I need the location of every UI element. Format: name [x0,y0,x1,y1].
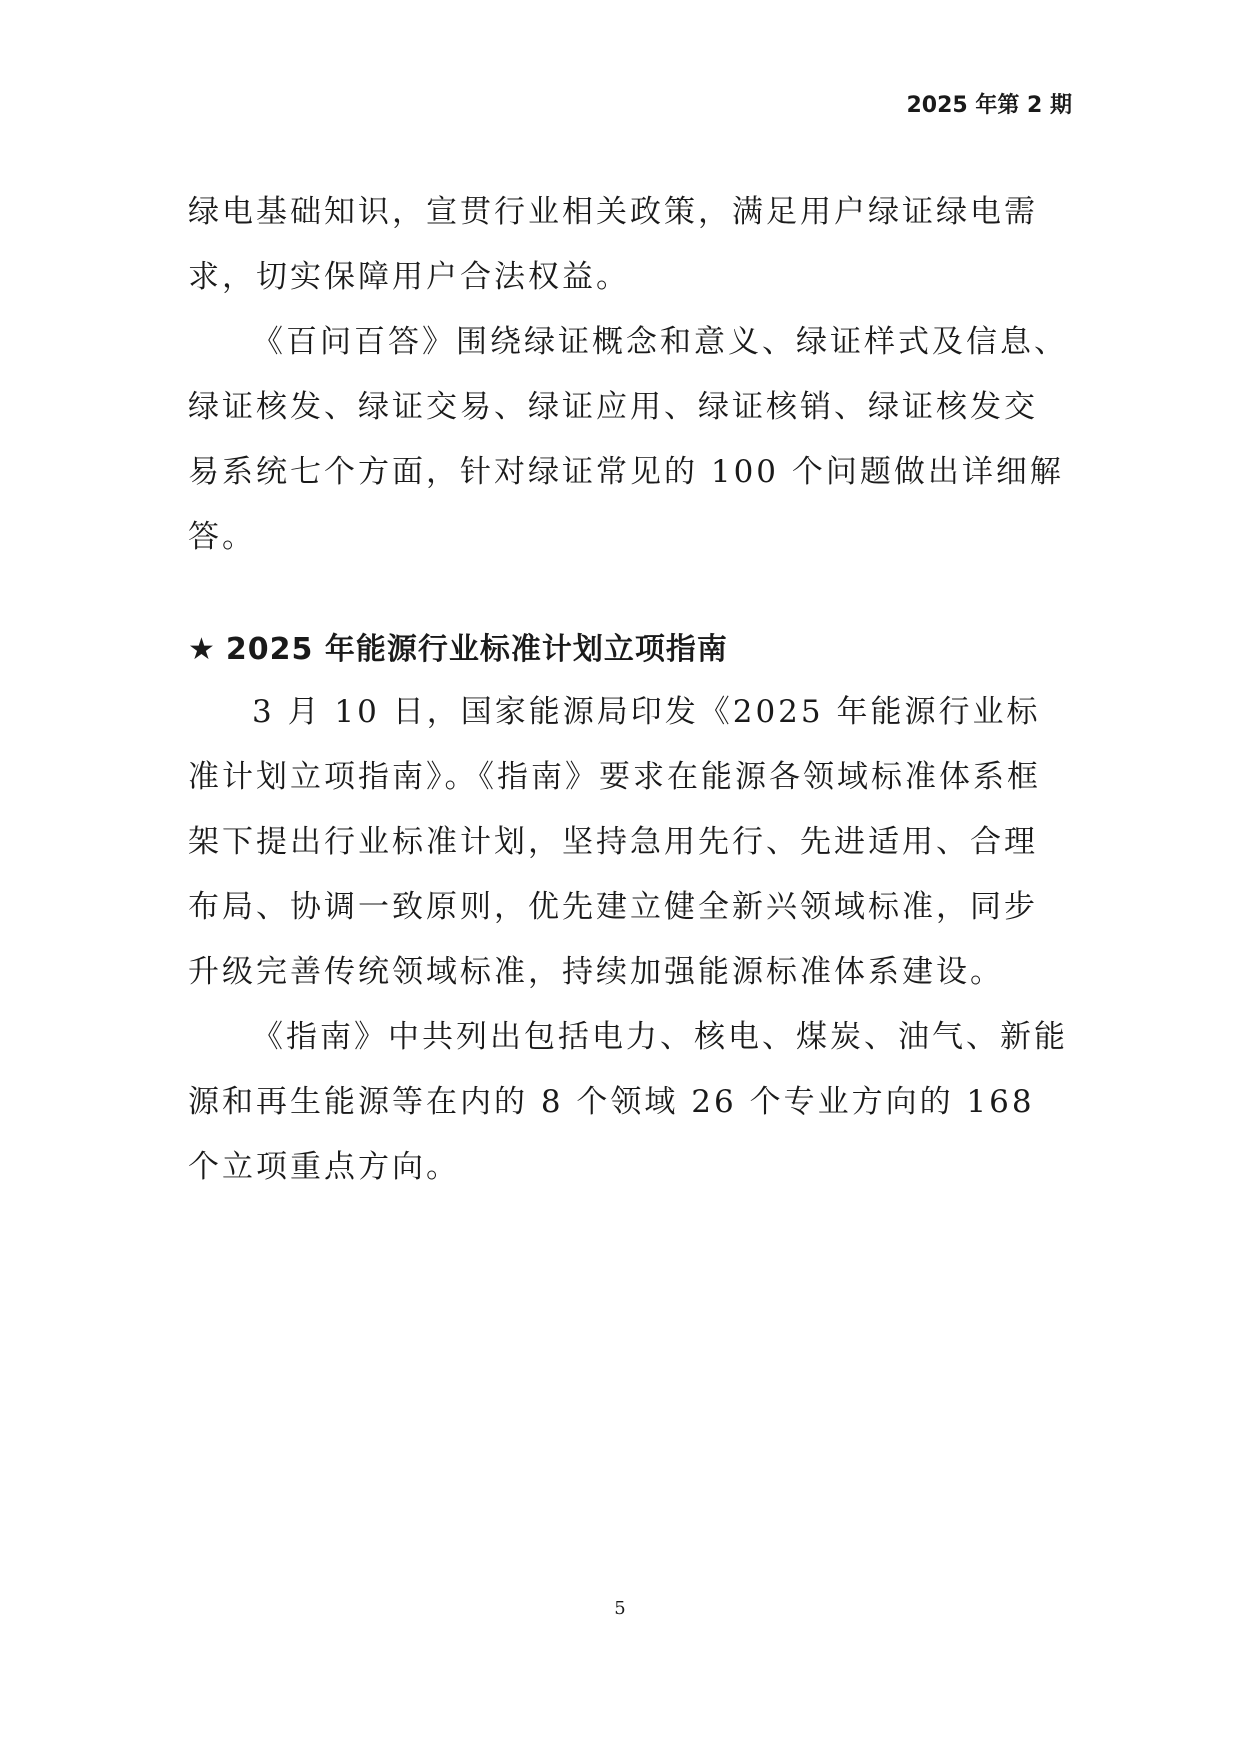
section-paragraph-1: 3 月 10 日，国家能源局印发《2025 年能源行业标准计划立项指南》。《指南》要求在能源各领域标准体系框架下提出行业标准计划，坚持急用先行、先进适用、合理布局、协调一致原则，优先建立健全新兴领域标准，同步升级完善传统领域标准，持续加强能源标准体系建设。 [188,694,1041,990]
section-paragraph-2: 《指南》中共列出包括电力、核电、煤炭、油气、新能源和再生能源等在内的 8 个领域 26 个专业方向的 168 个立项重点方向。 [188,1019,1068,1185]
star-icon: ★ [188,632,216,667]
section-heading [188,620,1068,680]
section-heading-text: 2025 年能源行业标准计划立项指南 [225,632,728,667]
issue-label: 2025 年第 2 期 [906,93,1072,118]
page-number: 5 [614,1598,626,1619]
intro-paragraph-1: 绿电基础知识，宣贯行业相关政策，满足用户绿证绿电需求，切实保障用户合法权益。 [188,194,1038,295]
document-body [188,180,1068,1200]
intro-paragraph-2: 《百问百答》围绕绿证概念和意义、绿证样式及信息、绿证核发、绿证交易、绿证应用、绿证核销、绿证核发交易系统七个方面，针对绿证常见的 100 个问题做出详细解答。 [188,324,1068,555]
section-spacer [188,570,1068,620]
